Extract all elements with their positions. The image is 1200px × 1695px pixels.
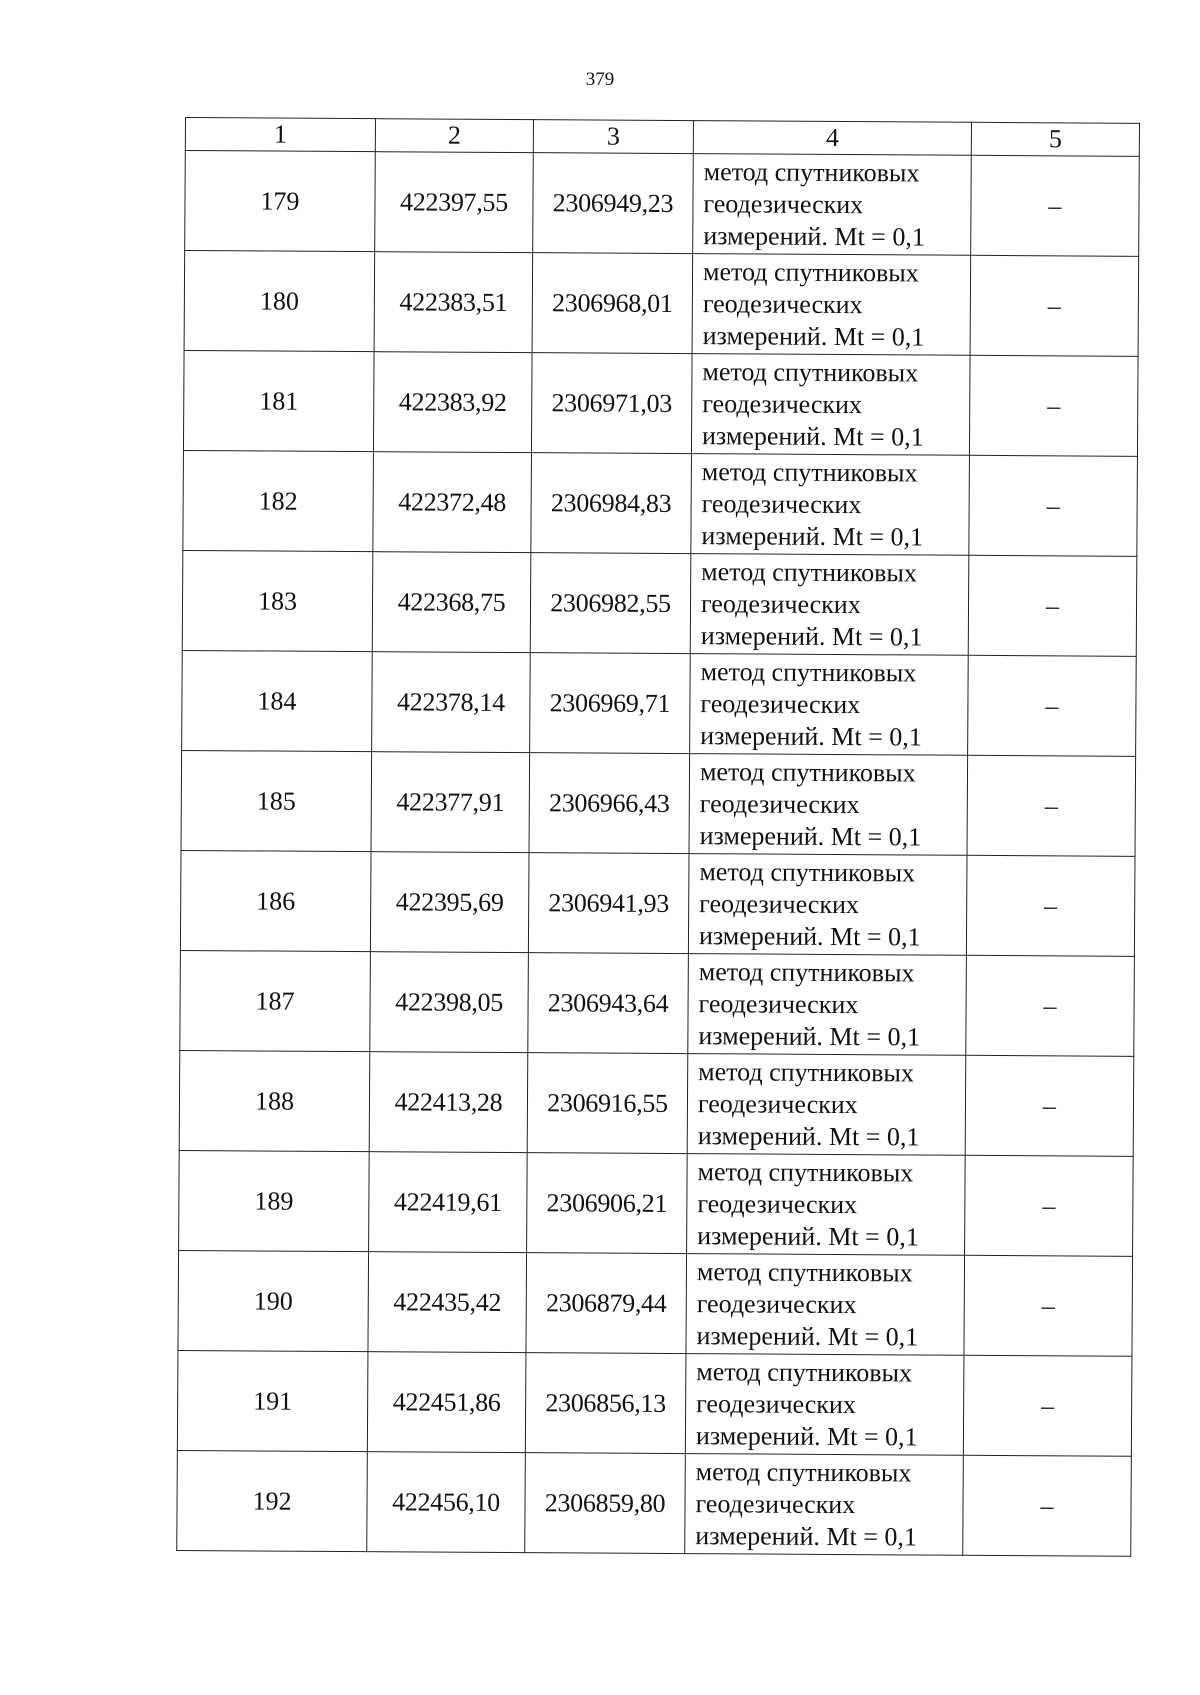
y-coordinate-cell: 2306971,03 bbox=[531, 353, 692, 454]
point-number-cell: 179 bbox=[185, 151, 376, 252]
method-line: измерений. Mt = 0,1 bbox=[700, 620, 923, 652]
x-coordinate-cell: 422398,05 bbox=[370, 952, 529, 1053]
table-row bbox=[184, 251, 1139, 357]
method-cell bbox=[686, 1254, 965, 1356]
y-coordinate-cell: 2306856,13 bbox=[525, 1353, 686, 1454]
method-line: геодезических bbox=[699, 788, 860, 819]
method-line: измерений. Mt = 0,1 bbox=[698, 920, 921, 952]
point-number-cell: 192 bbox=[177, 1450, 368, 1551]
table-row bbox=[181, 750, 1136, 856]
method-line: измерений. Mt = 0,1 bbox=[696, 1320, 919, 1352]
y-coordinate-cell: 2306984,83 bbox=[531, 453, 692, 554]
x-coordinate-cell: 422419,61 bbox=[369, 1152, 528, 1253]
point-number-cell: 180 bbox=[184, 251, 375, 352]
point-number-cell: 181 bbox=[183, 350, 374, 451]
method-line: метод спутниковых bbox=[703, 156, 920, 187]
point-number-cell: 183 bbox=[182, 550, 373, 651]
note-cell: – bbox=[964, 1255, 1133, 1356]
method-line: метод спутниковых bbox=[698, 956, 915, 987]
method-line: измерений. Mt = 0,1 bbox=[699, 820, 922, 852]
y-coordinate-cell: 2306906,21 bbox=[527, 1153, 688, 1254]
note-cell: – bbox=[968, 655, 1137, 756]
method-cell bbox=[687, 1054, 966, 1156]
table-row bbox=[185, 151, 1140, 257]
point-number-cell: 189 bbox=[179, 1150, 370, 1251]
point-number-cell: 185 bbox=[181, 750, 372, 851]
note-cell: – bbox=[965, 1055, 1134, 1156]
method-line: метод спутниковых bbox=[701, 456, 918, 487]
method-line: измерений. Mt = 0,1 bbox=[695, 1420, 918, 1451]
note-cell: – bbox=[963, 1355, 1132, 1456]
method-line: геодезических bbox=[700, 688, 861, 719]
y-coordinate-cell: 2306943,64 bbox=[528, 953, 689, 1054]
note-cell: – bbox=[969, 355, 1138, 456]
method-line: измерений. Mt = 0,1 bbox=[701, 520, 924, 552]
method-cell bbox=[688, 854, 967, 956]
y-coordinate-cell: 2306941,93 bbox=[528, 853, 689, 954]
x-coordinate-cell: 422383,51 bbox=[374, 252, 533, 353]
method-line: геодезических bbox=[699, 888, 860, 919]
method-line: геодезических bbox=[697, 1088, 858, 1119]
method-line: геодезических bbox=[698, 988, 859, 1019]
x-coordinate-cell: 422383,92 bbox=[373, 352, 532, 453]
header-col-3: 3 bbox=[533, 120, 693, 154]
method-line: метод спутниковых bbox=[697, 1156, 914, 1187]
note-cell: – bbox=[966, 855, 1135, 956]
y-coordinate-cell: 2306879,44 bbox=[526, 1253, 687, 1354]
y-coordinate-cell: 2306982,55 bbox=[530, 553, 691, 654]
y-coordinate-cell: 2306859,80 bbox=[525, 1453, 686, 1554]
method-line: геодезических bbox=[701, 488, 862, 519]
y-coordinate-cell: 2306916,55 bbox=[527, 1053, 688, 1154]
method-line: измерений. Mt = 0,1 bbox=[700, 720, 922, 752]
x-coordinate-cell: 422413,28 bbox=[369, 1052, 528, 1153]
note-cell: – bbox=[967, 755, 1136, 856]
method-line: измерений. Mt = 0,1 bbox=[695, 1520, 918, 1551]
header-col-4: 4 bbox=[693, 121, 971, 156]
x-coordinate-cell: 422378,14 bbox=[372, 652, 531, 753]
method-line: метод спутниковых bbox=[696, 1356, 913, 1387]
note-cell: – bbox=[970, 255, 1139, 356]
table-row bbox=[179, 1050, 1134, 1156]
note-cell: – bbox=[971, 155, 1140, 256]
method-line: геодезических bbox=[700, 588, 861, 619]
y-coordinate-cell: 2306949,23 bbox=[533, 153, 694, 254]
x-coordinate-cell: 422435,42 bbox=[368, 1252, 527, 1353]
x-coordinate-cell: 422368,75 bbox=[372, 552, 531, 653]
method-line: геодезических bbox=[702, 388, 863, 419]
method-cell bbox=[688, 954, 967, 1056]
table-row bbox=[177, 1350, 1132, 1456]
y-coordinate-cell: 2306968,01 bbox=[532, 253, 693, 354]
method-line: измерений. Mt = 0,1 bbox=[702, 320, 925, 352]
header-col-5: 5 bbox=[971, 122, 1139, 156]
method-line: измерений. Mt = 0,1 bbox=[697, 1120, 920, 1152]
method-line: метод спутниковых bbox=[702, 256, 919, 287]
method-line: метод спутниковых bbox=[699, 756, 916, 787]
method-line: геодезических bbox=[696, 1288, 857, 1319]
y-coordinate-cell: 2306966,43 bbox=[529, 753, 690, 854]
note-cell: – bbox=[968, 555, 1137, 656]
table-row bbox=[183, 350, 1138, 456]
table-row bbox=[183, 450, 1138, 556]
point-number-cell: 184 bbox=[182, 650, 373, 751]
method-cell bbox=[689, 754, 968, 856]
method-cell bbox=[692, 254, 971, 356]
x-coordinate-cell: 422451,86 bbox=[367, 1352, 526, 1453]
method-line: метод спутниковых bbox=[700, 656, 917, 687]
x-coordinate-cell: 422456,10 bbox=[367, 1452, 526, 1553]
table-body bbox=[177, 151, 1140, 1557]
method-line: геодезических bbox=[703, 188, 864, 219]
table-row bbox=[182, 650, 1137, 756]
method-cell bbox=[693, 154, 972, 256]
x-coordinate-cell: 422372,48 bbox=[373, 452, 532, 553]
method-line: геодезических bbox=[702, 288, 863, 319]
method-cell bbox=[685, 1354, 964, 1456]
note-cell: – bbox=[965, 1155, 1134, 1256]
table-row bbox=[182, 550, 1137, 656]
coordinates-table bbox=[176, 117, 1140, 1557]
x-coordinate-cell: 422377,91 bbox=[371, 752, 530, 853]
table-row bbox=[180, 950, 1135, 1056]
method-line: измерений. Mt = 0,1 bbox=[701, 420, 924, 452]
point-number-cell: 188 bbox=[179, 1050, 370, 1151]
point-number-cell: 190 bbox=[178, 1250, 369, 1351]
method-line: метод спутниковых bbox=[702, 356, 919, 387]
method-cell bbox=[687, 1154, 966, 1256]
point-number-cell: 182 bbox=[183, 450, 374, 551]
method-line: метод спутниковых bbox=[695, 1456, 912, 1487]
note-cell: – bbox=[963, 1455, 1132, 1556]
table-row bbox=[178, 1250, 1133, 1356]
point-number-cell: 191 bbox=[177, 1350, 368, 1451]
method-line: метод спутниковых bbox=[698, 1056, 914, 1087]
method-cell bbox=[691, 454, 970, 556]
method-cell bbox=[690, 654, 969, 756]
point-number-cell: 186 bbox=[180, 850, 371, 951]
method-line: метод спутниковых bbox=[696, 1256, 913, 1287]
method-line: измерений. Mt = 0,1 bbox=[703, 220, 925, 252]
method-cell bbox=[690, 554, 969, 656]
note-cell: – bbox=[969, 455, 1138, 556]
method-line: метод спутниковых bbox=[699, 856, 916, 887]
x-coordinate-cell: 422395,69 bbox=[370, 852, 529, 953]
table-row bbox=[180, 850, 1135, 956]
method-cell bbox=[685, 1454, 964, 1556]
table-row bbox=[177, 1450, 1132, 1556]
method-line: геодезических bbox=[697, 1188, 858, 1219]
method-line: метод спутниковых bbox=[701, 556, 918, 587]
method-line: измерений. Mt = 0,1 bbox=[698, 1020, 921, 1052]
method-line: геодезических bbox=[696, 1388, 856, 1419]
method-line: измерений. Mt = 0,1 bbox=[697, 1220, 919, 1252]
page-number: 379 bbox=[585, 69, 615, 90]
x-coordinate-cell: 422397,55 bbox=[375, 152, 534, 253]
y-coordinate-cell: 2306969,71 bbox=[530, 653, 691, 754]
method-cell bbox=[691, 354, 970, 456]
note-cell: – bbox=[966, 955, 1135, 1056]
header-col-2: 2 bbox=[375, 119, 533, 153]
point-number-cell: 187 bbox=[180, 950, 371, 1051]
table-row bbox=[179, 1150, 1134, 1256]
header-col-1: 1 bbox=[185, 118, 375, 152]
method-line: геодезических bbox=[695, 1488, 856, 1519]
